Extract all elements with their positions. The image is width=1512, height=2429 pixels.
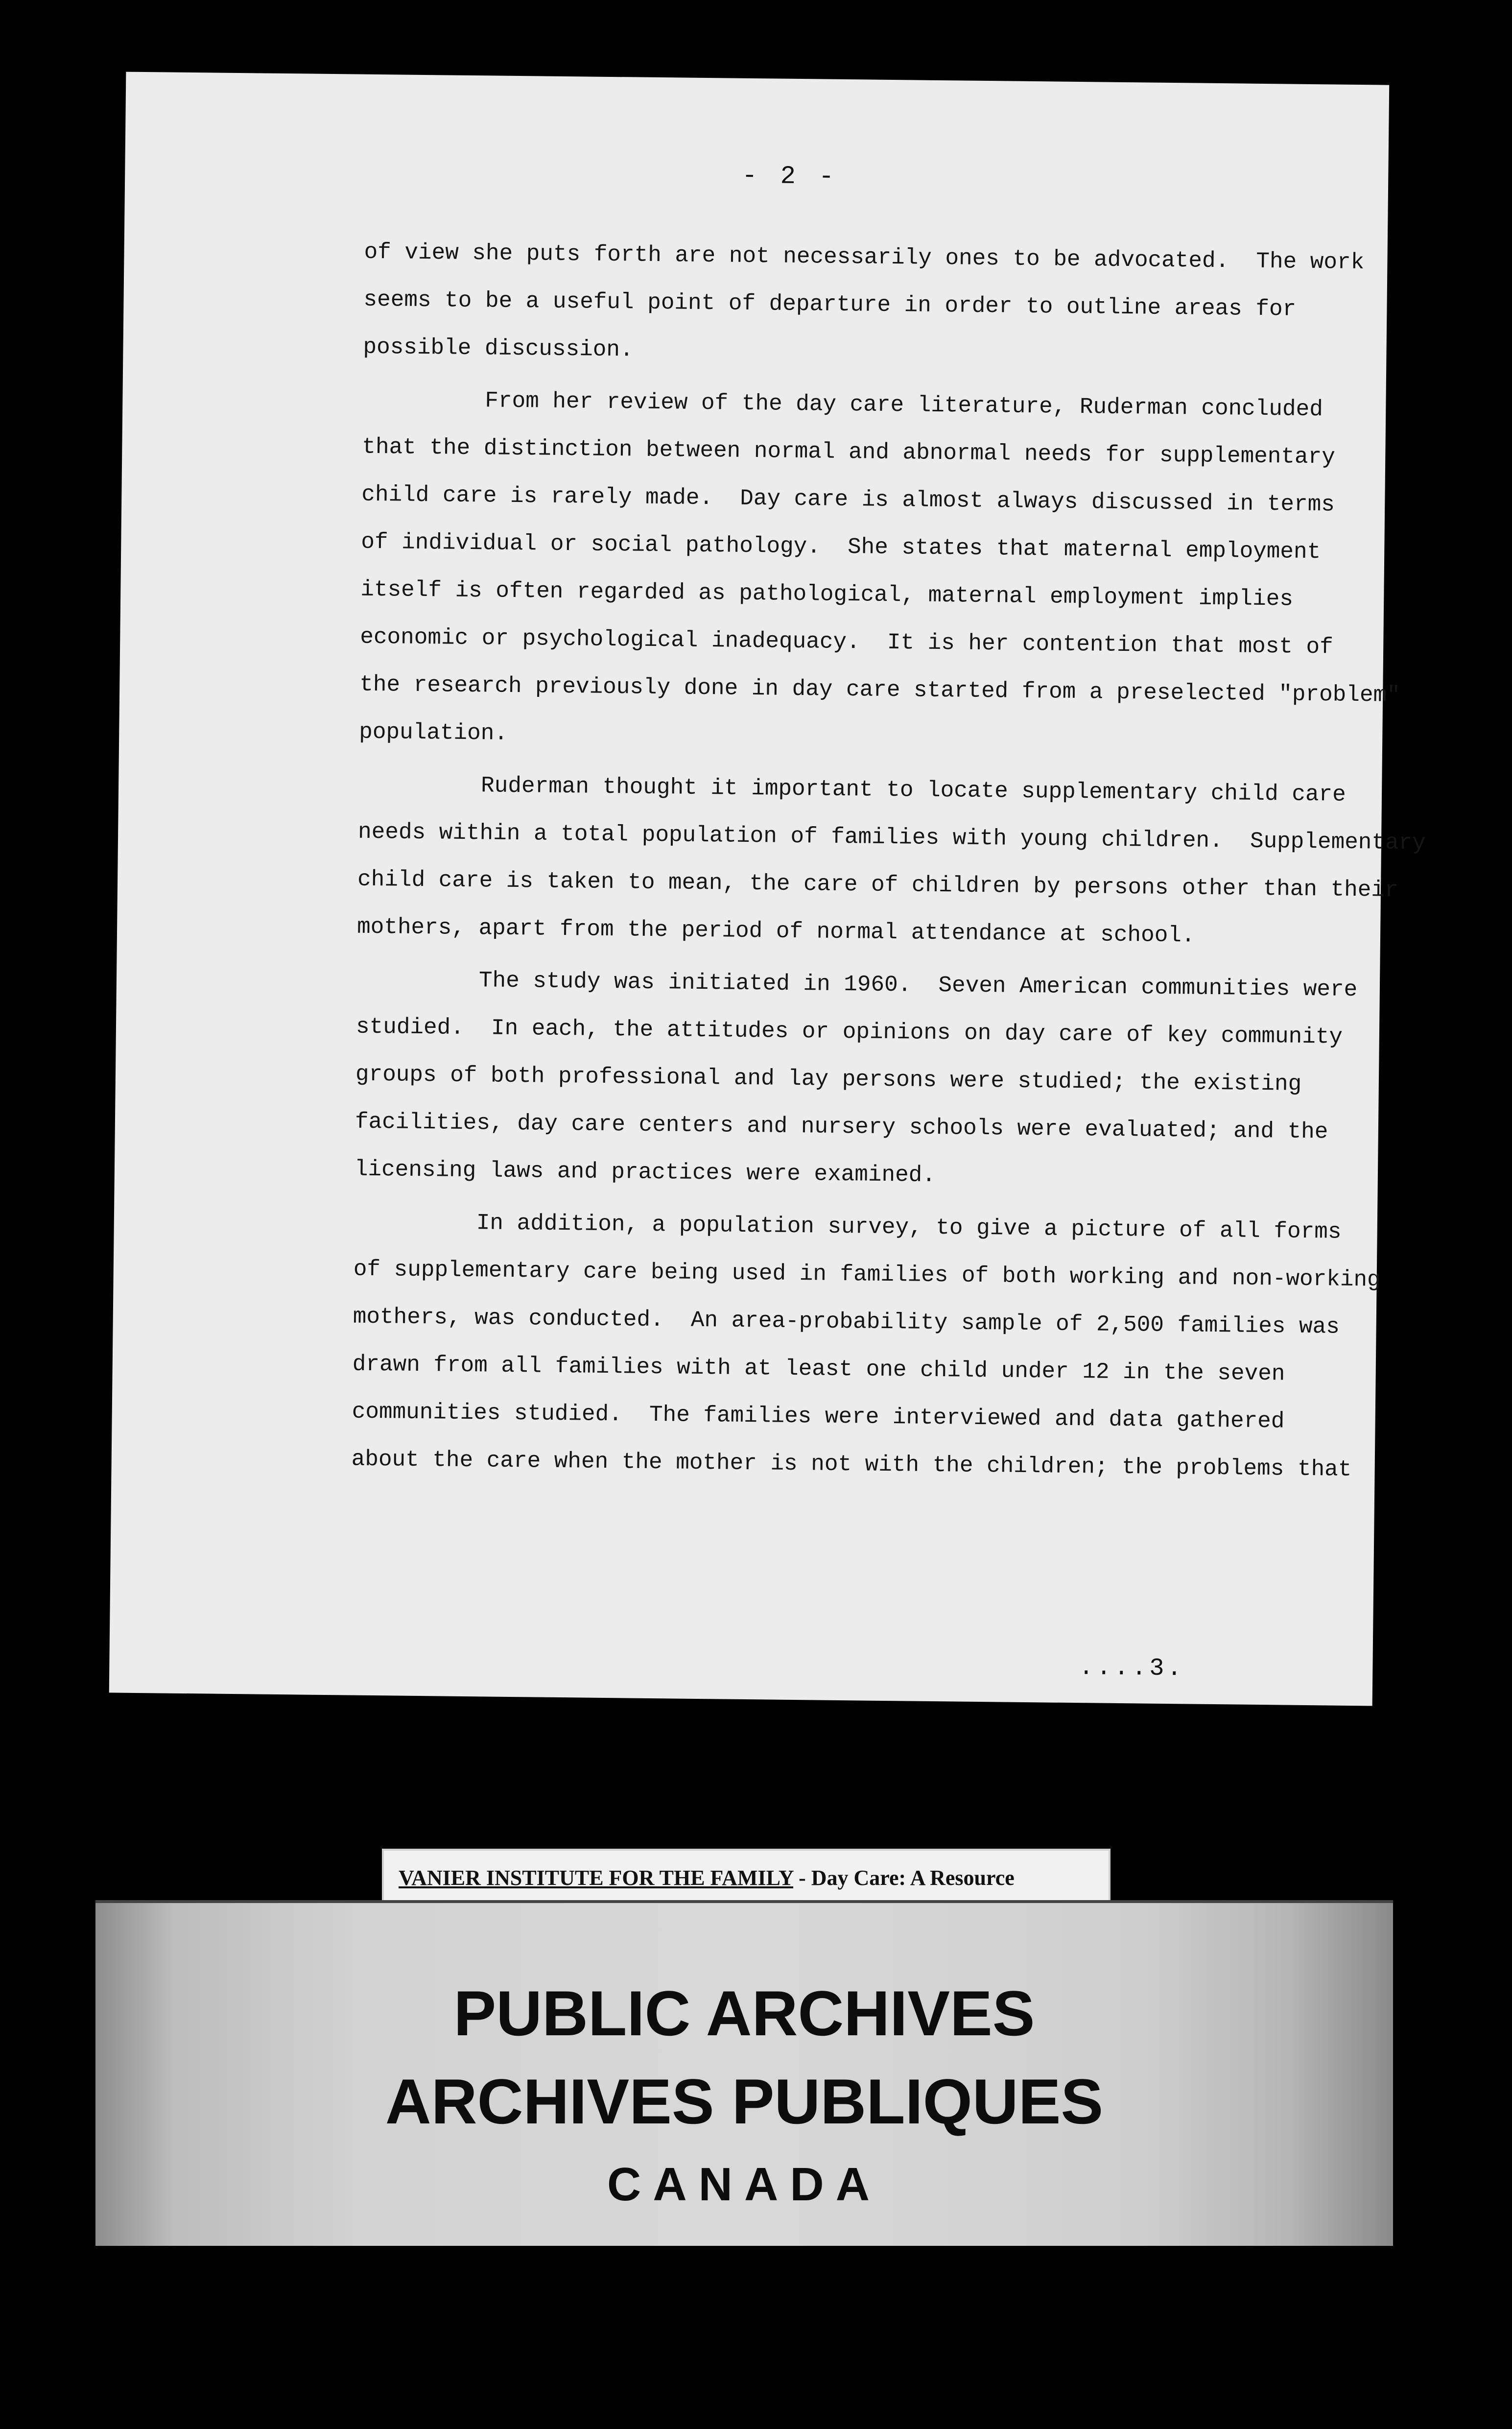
text-line: licensing laws and practices were examined. [354,1156,936,1189]
text-line: communities studied. The families were interviewed and data gathered [352,1399,1285,1434]
text-line: child care is taken to mean, the care of children by persons other than their [357,866,1398,903]
text-line: facilities, day care centers and nursery schools were evaluated; and the [354,1109,1328,1145]
text-line: about the care when the mother is not with the children; the problems that [351,1446,1352,1482]
text-line: The study was initiated in 1960. Seven American communities were [478,968,1358,1003]
text-line: that the distinction between normal and abnormal needs for supplementary [362,434,1336,470]
page-number: - 2 - [741,161,838,191]
continuation-marker: ....3. [1079,1654,1185,1683]
text-line: mothers, was conducted. An area-probability sample of 2,500 families was [353,1304,1340,1340]
text-line: drawn from all families with at least one child under 12 in the seven [352,1351,1285,1387]
archive-line-french: ARCHIVES PUBLIQUES [385,2066,1104,2137]
body-text [126,72,1426,1482]
archive-box [95,1900,1393,2246]
text-line: itself is often regarded as pathological, maternal employment implies [360,576,1294,612]
archive-line-english: PUBLIC ARCHIVES [453,1977,1035,2049]
text-line: studied. In each, the attitudes or opinions on day care of key community [355,1014,1343,1050]
text-line: mothers, apart from the period of normal attendance at school. [356,914,1195,949]
text-line: child care is rarely made. Day care is almost always discussed in terms [361,481,1335,518]
text-line: economic or psychological inadequacy. It is her contention that most of [360,624,1334,660]
text-line: of individual or social pathology. She states that maternal employment [361,529,1321,565]
archive-line-country: CANADA [607,2158,881,2211]
text-line: groups of both professional and lay persons were studied; the existing [355,1061,1302,1097]
text-line: Ruderman thought it important to locate supplementary child care [480,773,1347,808]
label-title-part1: - Day Care: A Resource [799,1866,1015,1890]
text-line: population. [359,719,508,746]
document-page [109,72,1426,1706]
text-line: possible discussion. [363,334,634,363]
text-line: needs within a total population of families with young children. Supplementary [357,819,1426,856]
text-line: of view she puts forth are not necessarily ones to be advocated. The work [364,239,1365,276]
text-line: In addition, a population survey, to give a picture of all forms [476,1210,1342,1245]
text-line: seems to be a useful point of departure in order to outline areas for [363,286,1297,322]
text-line: of supplementary care being used in families of both working and non-working [353,1256,1381,1293]
text-line: the research previously done in day care started from a preselected "problem" [359,671,1401,708]
institute-name: VANIER INSTITUTE FOR THE FAMILY [399,1866,794,1890]
text-line: From her review of the day care literature, Ruderman concluded [485,388,1323,423]
